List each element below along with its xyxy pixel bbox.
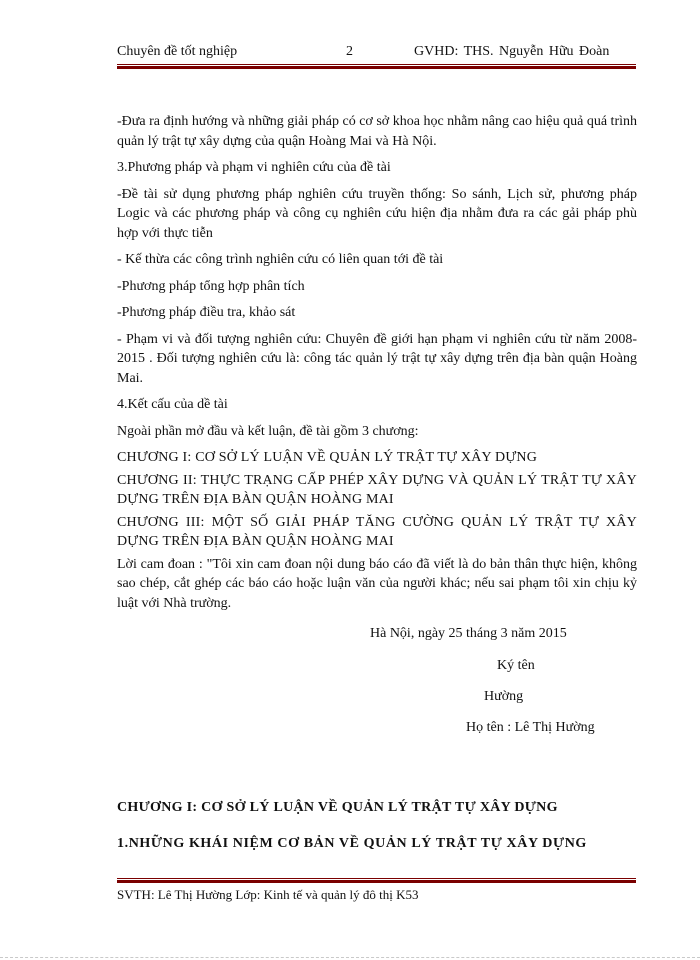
header-page-number: 2 — [346, 44, 353, 59]
page-header — [117, 44, 637, 62]
signature-place-date: Hà Nội, ngày 25 tháng 3 năm 2015 — [370, 626, 567, 641]
chapter-list-item-1: CHƯƠNG I: CƠ SỞ LÝ LUẬN VỀ QUẢN LÝ TRẬT TỰ XÂY DỰNG — [117, 450, 538, 465]
document-body — [117, 112, 637, 620]
section-heading: 1.NHỮNG KHÁI NIỆM CƠ BẢN VỀ QUẢN LÝ TRẬT TỰ XÂY DỰNG — [117, 836, 587, 851]
header-left-title: Chuyên đề tốt nghiệp — [117, 44, 238, 59]
paragraph-scope: - Phạm vi và đối tượng nghiên cứu: Chuyên đề giới hạn phạm vi nghiên cứu từ năm 2008- 2015 . Đối tượng nghiên cứu là: công tác quản lý trật tự xây dựng trên địa bàn quận Hoàng Mai. — [117, 331, 637, 386]
footer-rule-thin — [117, 878, 636, 879]
paragraph-inherit: - Kế thừa các công trình nghiên cứu có liên quan tới đề tài — [117, 252, 444, 267]
signature-full-name: Họ tên : Lê Thị Hường — [466, 720, 595, 735]
pledge-paragraph: Lời cam đoan : "Tôi xin cam đoan nội dung báo cáo đã viết là do bản thân thực hiện, không sao chép, cắt ghép các báo cáo hoặc luận văn của người khác; nếu sai phạm tôi xin chịu kỷ luật với Nhà trường. — [117, 556, 637, 611]
header-advisor: GVHD: THS. Nguyễn Hữu Đoàn — [414, 44, 610, 59]
page-break-line — [0, 957, 700, 958]
section-3-heading: 3.Phương pháp và phạm vi nghiên cứu của đề tài — [117, 160, 391, 175]
signature-label: Ký tên — [497, 658, 535, 673]
signature-name: Hường — [484, 689, 524, 704]
header-rule — [117, 64, 636, 69]
paragraph-structure: Ngoài phần mở đầu và kết luận, đề tài gồm 3 chương: — [117, 423, 419, 439]
paragraph-survey: -Phương pháp điều tra, khảo sát — [117, 305, 296, 320]
paragraph-1: -Đưa ra định hướng và những giải pháp có cơ sở khoa học nhằm nâng cao hiệu quả quá trình quản lý trật tự xây dựng của quận Hoàng Mai và Hà Nội. — [117, 114, 637, 149]
header-rule-thin — [117, 64, 636, 65]
chapter-heading: CHƯƠNG I: CƠ SỞ LÝ LUẬN VỀ QUẢN LÝ TRẬT TỰ XÂY DỰNG — [117, 800, 558, 815]
section-4-heading: 4.Kết cấu của dề tài — [117, 397, 228, 412]
page-footer: SVTH: Lê Thị Hường Lớp: Kinh tế và quản lý đô thị K53 — [117, 887, 419, 902]
chapter-list-item-3: CHƯƠNG III: MỘT SỐ GIẢI PHÁP TĂNG CƯỜNG QUẢN LÝ TRẬT TỰ XÂY DỰNG TRÊN ĐỊA BÀN QUẬN HOÀNG MAI — [117, 514, 637, 549]
footer-rule-thick — [117, 880, 636, 883]
paragraph-methods: -Đề tài sử dụng phương pháp nghiên cứu truyền thống: So sánh, Lịch sử, phương pháp Logic và các phương pháp và công cụ nghiên cứu hiện địa nhằm đưa ra các gải pháp phù hợp với thực tiễn — [117, 186, 637, 241]
paragraph-synthesis: -Phương pháp tổng hợp phân tích — [117, 278, 305, 294]
chapter-list-item-2: CHƯƠNG II: THỰC TRẠNG CẤP PHÉP XÂY DỰNG VÀ QUẢN LÝ TRẬT TỰ XÂY DỰNG TRÊN ĐỊA BÀN QUẬN HOÀNG MAI — [117, 472, 637, 507]
header-rule-thick — [117, 66, 636, 69]
footer-rule — [117, 878, 636, 883]
